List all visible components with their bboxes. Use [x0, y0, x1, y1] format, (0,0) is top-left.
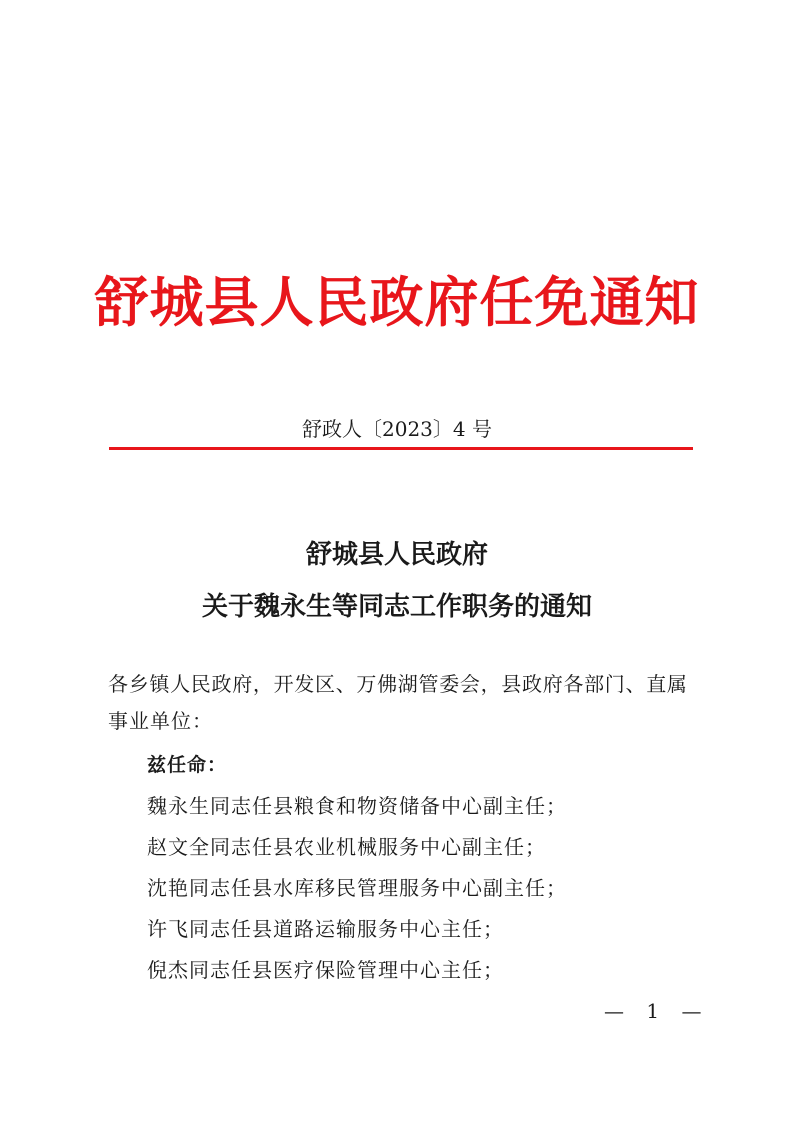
appointment-item: 许飞同志任县道路运输服务中心主任；: [147, 917, 504, 941]
document-number: 舒政人〔2023〕4 号: [302, 417, 492, 441]
appointment-item: 赵文全同志任县农业机械服务中心副主任；: [147, 835, 546, 859]
notice-title-line-1: 舒城县人民政府: [305, 540, 488, 570]
appointment-item: 魏永生同志任县粮食和物资储备中心副主任；: [147, 794, 567, 818]
appointment-list: [147, 786, 567, 991]
appointment-item: 倪杰同志任县医疗保险管理中心主任；: [147, 958, 504, 982]
red-divider-line: [109, 447, 693, 450]
document-masthead: 舒城县人民政府任免通知: [94, 271, 700, 334]
appointment-heading: 兹任命：: [147, 754, 228, 776]
addressee-line-1: 各乡镇人民政府，开发区、万佛湖管委会，县政府各部门、直属: [108, 672, 688, 696]
page-number: — 1 —: [604, 999, 710, 1023]
appointment-item: 沈艳同志任县水库移民管理服务中心副主任；: [147, 876, 567, 900]
notice-title-line-2: 关于魏永生等同志工作职务的通知: [201, 592, 592, 622]
addressee-line-2: 事业单位：: [108, 709, 213, 733]
